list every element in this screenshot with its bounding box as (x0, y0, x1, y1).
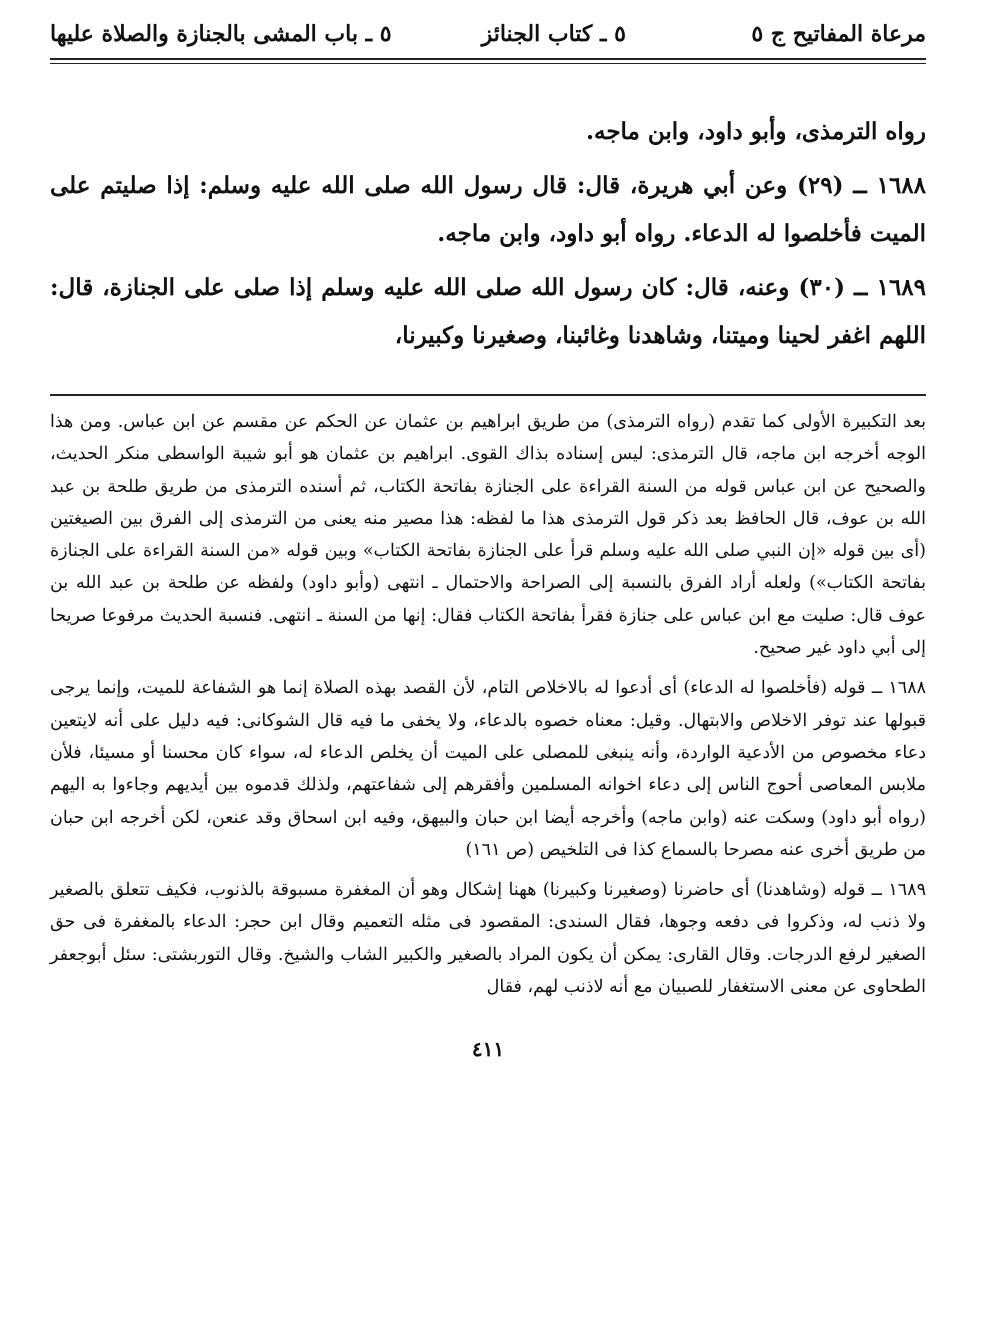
hadith-1689: ١٦٨٩ ــ (٣٠) وعنه، قال: كان رسول الله صلى الله عليه وسلم إذا صلى على الجنازة، قال: اللهم اغفر لحينا وميتنا، وشاهدنا وغائبنا، وصغيرنا وكبيرنا، (50, 274, 927, 349)
header-book-title: مرعاة المفاتيح ج ٥ (751, 21, 926, 47)
hadith-1688: ١٦٨٨ ــ (٢٩) وعن أبي هريرة، قال: قال رسول الله صلى الله عليه وسلم: إذا صليتم على الميت فأخلصوا له الدعاء. رواه أبو داود، وابن ماجه. (50, 172, 927, 247)
header-divider (50, 58, 926, 64)
commentary-paragraph-1688: ١٦٨٨ ــ قوله (فأخلصوا له الدعاء) أى أدعوا له بالاخلاص التام، لأن القصد بهذه الصلاة إنما هو الشفاعة للميت، وإنما يرجى قبولها عند توفر الاخلاص والابتهال. وقيل: معناه خصوه بالدعاء، ولا يخفى ما فيه قال الشوكانى: فيه دليل على أنه لايتعين دعاء مخصوص من الأدعية الواردة، وأنه ينبغى للمصلى على الميت أن يخلص الدعاء له، سواء كان محسنا أو مسيئا، فلأن ملابس المعاصى أحوج الناس إلى دعاء اخوانه المسلمين وأفقرهم إلى شفاعتهم، ولذلك قدموه بين أيديهم وجاءوا به اليهم (رواه أبو داود) وسكت عنه (وابن ماجه) وأخرجه أيضا ابن حبان والبيهق، وفيه ابن اسحاق وقد عنعن، لكن أخرجه ابن حبان من طريق أخرى عنه مصرحا بالسماع كذا فى التلخيص (ص ١٦١) (50, 678, 926, 860)
running-header (50, 12, 926, 56)
header-section: ٥ ـ باب المشى بالجنازة والصلاة عليها (50, 21, 392, 47)
main-text (50, 108, 926, 360)
header-chapter: ٥ ـ كتاب الجنائز (481, 21, 626, 47)
commentary-divider (50, 394, 926, 396)
commentary (50, 406, 926, 1003)
commentary-paragraph-1: بعد التكبيرة الأولى كما تقدم (رواه الترمذى) من طريق ابراهيم بن عثمان عن الحكم عن مقسم عن ابن عباس. ومن هذا الوجه أخرجه ابن ماجه، قال الترمذى: ليس إسناده بذاك القوى. ابراهيم بن عثمان هو أبو شيبة الواسطى منكر الحديث، والصحيح عن ابن عباس قوله من السنة القراءة على الجنازة بفاتحة الكتاب، ثم أسنده الترمذى من طريق طلحة بن عبد الله بن عوف، قال الحافظ بعد ذكر قول الترمذى هذا ما لفظه: هذا مصير منه يعنى من الترمذى إلى الفرق بين الصيغتين (أى بين قوله «إن النبي صلى الله عليه وسلم قرأ على الجنازة بفاتحة الكتاب» وبين قوله «من السنة القراءة على الجنازة بفاتحة الكتاب») ولعله أراد الفرق بالنسبة إلى الصراحة والاحتمال ـ انتهى (وأبو داود) ولفظه عن طلحة بن عبد الله بن عوف قال: صليت مع ابن عباس على جنازة فقرأ بفاتحة الكتاب فقال: إنها من السنة ـ انتهى. فنسبة الحديث مرفوعا صريحا إلى أبي داود غير صحيح. (50, 412, 926, 659)
commentary-paragraph-1689: ١٦٨٩ ــ قوله (وشاهدنا) أى حاضرنا (وصغيرنا وكبيرنا) ههنا إشكال وهو أن المغفرة مسبوقة بالذنوب، فكيف تتعلق بالصغير ولا ذنب له، وذكروا فى دفعه وجوها، فقال السندى: المقصود فى مثله التعميم وقال ابن حجر: الدعاء بالمغفرة فى حق الصغير لرفع الدرجات. وقال القارى: يمكن أن يكون المراد بالصغير والكبير الشاب والشيخ. وقال التوربشتى: سئل أبوجعفر الطحاوى عن معنى الاستغفار للصبيان مع أنه لاذنب لهم، فقال (50, 880, 926, 998)
main-line-narration: رواه الترمذى، وأبو داود، وابن ماجه. (585, 118, 926, 145)
page-number: ٤١١ (471, 1037, 505, 1062)
